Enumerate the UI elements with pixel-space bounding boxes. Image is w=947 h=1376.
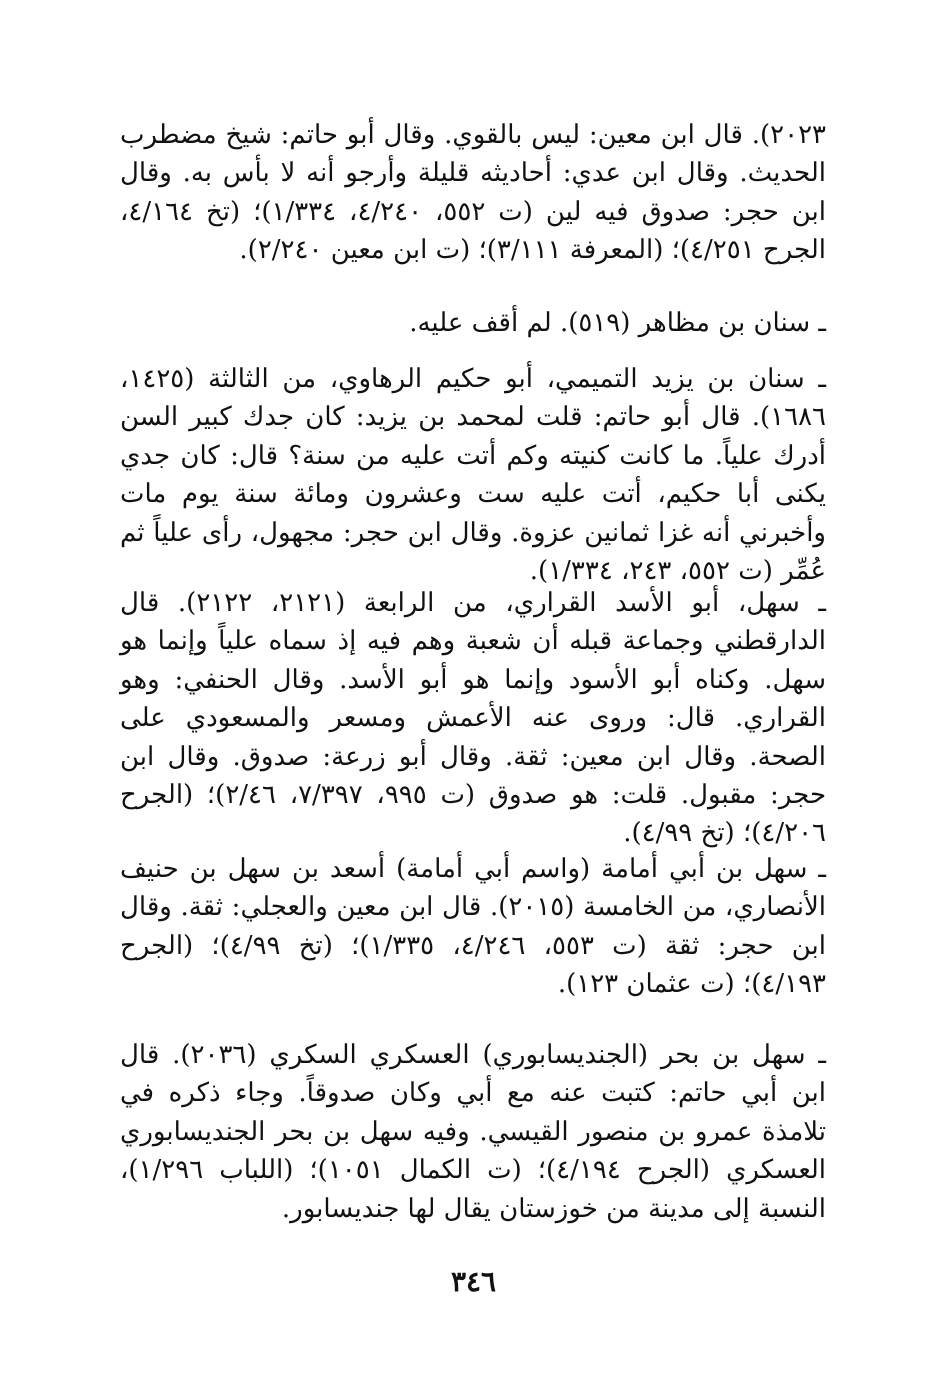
- entry-sahl-abu-al-asad: ـ سهل، أبو الأسد القراري، من الرابعة (٢١٢١، ٢١٢٢). قال الدارقطني وجماعة قبله أن شعبة وهم فيه إذ سماه علياً وإنما هو سهل. وكناه أبو الأسود وإنما هو أبو الأسد. وقال الحنفي: وهو القراري. قال: وروى عنه الأعمش ومسعر والمسعودي على الصحة. وقال ابن معين: ثقة. وقال أبو زرعة: صدوق. وقال ابن حجر: مقبول. قلت: هو صدوق (ت ٩٩٥، ٧/٣٩٧، ٢/٤٦)؛ (الجرح ٤/٢٠٦)؛ (تخ ٤/٩٩).: [120, 588, 827, 849]
- entry-paragraph-2023: ٢٠٢٣). قال ابن معين: ليس بالقوي. وقال أبو حاتم: شيخ مضطرب الحديث. وقال ابن عدي: أحاديثه قليلة وأرجو أنه لا بأس به. وقال ابن حجر: صدوق فيه لين (ت ٥٥٢، ٤/٢٤٠، ١/٣٣٤)؛ (تخ ٤/١٦٤، الجرح ٤/٢٥١)؛ (المعرفة ٣/١١١)؛ (ت ابن معين ٢/٢٤٠).: [120, 120, 827, 266]
- entry-sahl-bin-abi-umama: ـ سهل بن أبي أمامة (واسم أبي أمامة) أسعد بن سهل بن حنيف الأنصاري، من الخامسة (٢٠١٥). قال ابن معين والعجلي: ثقة. وقال ابن حجر: ثقة (ت ٥٥٣، ٤/٢٤٦، ١/٣٣٥)؛ (تخ ٤/٩٩)؛ (الجرح ٤/١٩٣)؛ (ت عثمان ١٢٣).: [120, 854, 827, 1000]
- page-number: ٣٤٦: [450, 1265, 497, 1298]
- entry-sinan-bin-mazahir: ـ سنان بن مظاهر (٥١٩). لم أقف عليه.: [409, 308, 826, 338]
- entry-sahl-bin-bahr: ـ سهل بن بحر (الجنديسابوري) العسكري السكري (٢٠٣٦). قال ابن أبي حاتم: كتبت عنه مع أبي وكان صدوقاً. وجاء ذكره في تلامذة عمرو بن منصور القيسي. وفيه سهل بن بحر الجنديسابوري العسكري (الجرح ٤/١٩٤)؛ (ت الكمال ١٠٥١)؛ (اللباب ١/٢٩٦)، النسبة إلى مدينة من خوزستان يقال لها جنديسابور.: [120, 1040, 827, 1224]
- entry-sinan-bin-yazid: ـ سنان بن يزيد التميمي، أبو حكيم الرهاوي، من الثالثة (١٤٢٥، ١٦٨٦). قال أبو حاتم: قلت لمحمد بن يزيد: كان جدك كبير السن أدرك علياً. ما كانت كنيته وكم أتت عليه من سنة؟ قال: كان جدي يكنى أبا حكيم، أتت عليه ست وعشرون ومائة سنة يوم مات وأخبرني أنه غزا ثمانين عزوة. وقال ابن حجر: مجهول، رأى علياً ثم عُمِّر (ت ٥٥٢، ٢٤٣، ١/٣٣٤).: [120, 364, 826, 587]
